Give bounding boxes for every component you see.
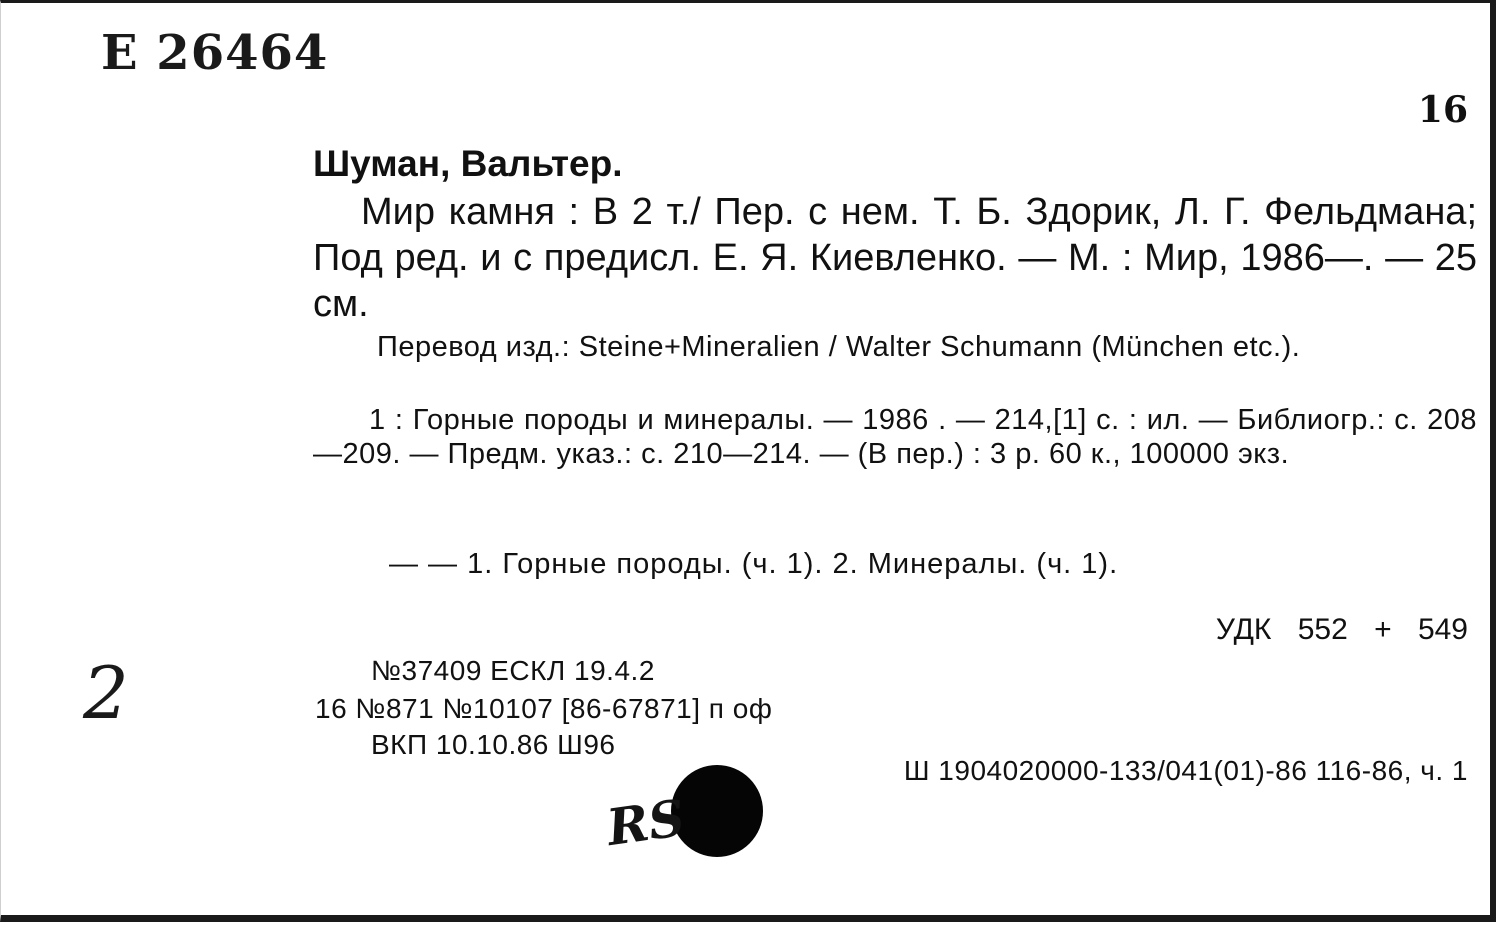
translation-note: Перевод изд.: Steine+Mineralien / Walter Schumann (München etc.). bbox=[377, 331, 1301, 363]
publisher-code-line: Ш 1904020000-133/041(01)-86 116-86, ч. 1 bbox=[903, 755, 1468, 786]
card-number: 16 bbox=[1417, 89, 1468, 131]
subject-headings: — — 1. Горные породы. (ч. 1). 2. Минералы. (ч. 1). bbox=[389, 548, 1119, 580]
service-line-1: №37409 ЕСКЛ 19.4.2 bbox=[371, 655, 655, 686]
inventory-number: E 26464 bbox=[101, 25, 329, 81]
handwritten-shelf-mark: 2 bbox=[83, 651, 129, 735]
service-line-2: 16 №871 №10107 [86-67871] п оф bbox=[315, 693, 773, 724]
volume-entry: 1 : Горные породы и минералы. — 1986 . — 214,[1] с. : ил. — Библиогр.: с. 208—209. — Предм. указ.: с. 210—214. — (В пер.) : 3 р. 60 к., 100000 экз. bbox=[313, 404, 1477, 470]
title-statement: Мир камня : В 2 т./ Пер. с нем. Т. Б. Здорик, Л. Г. Фельдмана; Под ред. и с предисл. Е. Я. Киевленко. — М. : Мир, 1986—. — 25 см. bbox=[313, 191, 1477, 325]
udc-classification: УДК 552 + 549 bbox=[1215, 613, 1468, 646]
service-line-3: ВКП 10.10.86 Ш96 bbox=[371, 729, 616, 760]
handwritten-initials: RS bbox=[603, 787, 689, 858]
author-heading: Шуман, Вальтер. bbox=[313, 143, 623, 184]
